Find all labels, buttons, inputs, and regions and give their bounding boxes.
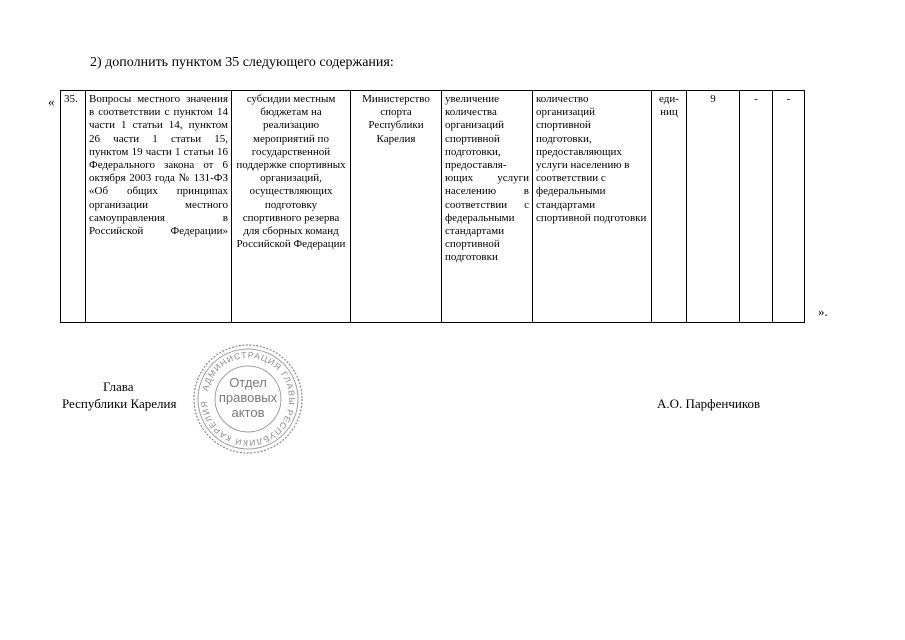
amendment-table (60, 90, 805, 323)
table-row (61, 91, 805, 323)
closing-quote: ». (818, 304, 828, 319)
value-cell: 9 (687, 91, 740, 323)
col10-cell: - (773, 91, 805, 323)
opening-quote: « (48, 94, 55, 109)
ministry-cell: Министерство спорта Республики Карелия (351, 91, 442, 323)
indicator-cell: количество организаций спортивной подготовки, предоставляющих услуги населению в соответствии с федеральными стандартами спортивной подготовки (533, 91, 652, 323)
unit-cell: еди-ниц (652, 91, 687, 323)
signature-title-line2: Республики Карелия (62, 396, 177, 411)
stamp-graphic (192, 343, 304, 455)
signature-title-line1: Глава (103, 379, 134, 394)
stamp-line3: актов (231, 405, 265, 420)
row-number: 35. (61, 91, 86, 323)
col9-cell: - (740, 91, 773, 323)
stamp-line1: Отдел (229, 375, 267, 390)
stamp-ring-text: АДМИНИСТРАЦИЯ ГЛАВЫ РЕСПУБЛИКИ КАРЕЛИЯ (198, 349, 298, 449)
subsidy-cell: субсидии местным бюджетам на реализацию мероприятий по государственной поддержке спортивных организаций, осуществляющих подготовку спортивного резерва для сборных команд Российской Федерации (232, 91, 351, 323)
signatory-name: А.О. Парфенчиков (657, 396, 761, 411)
department-stamp (192, 343, 304, 455)
stamp-line2: правовых (218, 390, 278, 405)
intro-text: 2) дополнить пунктом 35 следующего содержания: (90, 55, 394, 70)
issue-cell: Вопросы местного значения в соответствии с пунктом 14 части 1 статьи 14, пунктом 26 части 1 статьи 15, пунктом 19 части 1 статьи 16 Федерального закона от 6 октября 2003 года № 131-ФЗ «Об общих принципах организации местного самоуправления в Российской Федерации» (86, 91, 232, 323)
goal-cell: увеличение количества организаций спортивной подготовки, предоставля-ющих услуги населению в соответствии с федеральными стандартами спортивной подготовки (442, 91, 533, 323)
